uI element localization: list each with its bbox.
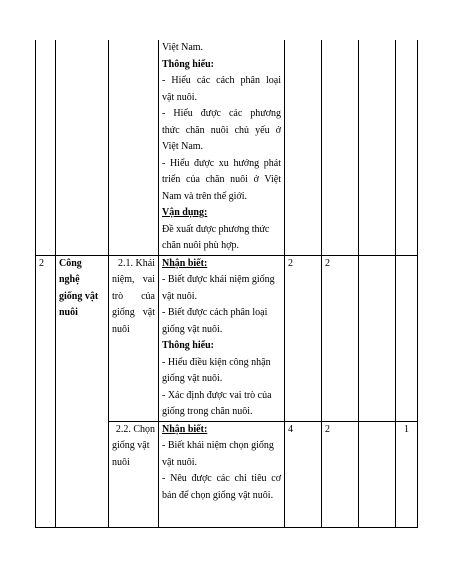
count-cell [359, 255, 396, 421]
count-cell: 2 [322, 421, 359, 527]
topic-cell [56, 40, 109, 255]
content-cell [159, 421, 285, 527]
unit-line: giống vật [112, 307, 155, 318]
content-cell [159, 40, 285, 255]
unit-line: nuôi [112, 323, 130, 335]
table-row-unit-2-1 [36, 255, 418, 421]
content-line: - Biết khái niệm chọn giống [162, 440, 274, 451]
content-line: - Biết được khái niệm giống [162, 274, 275, 285]
content-line: giống vật nuôi. [162, 373, 223, 384]
count-cell [285, 40, 322, 255]
content-line: - Hiểu các cách phân loại [162, 75, 281, 86]
unit-cell [109, 40, 159, 255]
content-line: giống trong chăn nuôi. [162, 406, 253, 417]
content-line: bản để chọn giống vật nuôi. [162, 489, 274, 501]
count-cell [396, 255, 418, 421]
stt-cell [36, 255, 56, 527]
content-line: - Nêu được các chỉ tiêu cơ [162, 473, 281, 484]
unit-line: niệm, vai [112, 274, 155, 285]
content-line: Việt Nam. [162, 141, 204, 152]
unit-line: giống vật [112, 440, 150, 451]
content-line: Đề xuất được phương thức [162, 223, 270, 235]
level-heading-application: Vận dụng: [162, 207, 208, 218]
content-line: Việt Nam. [162, 42, 204, 53]
stt-cell [36, 40, 56, 255]
count-cell: 4 [285, 421, 322, 527]
stt-number: 2 [39, 257, 44, 269]
unit-line: 2.1. Khái [118, 257, 155, 269]
content-line: Nam và trên thế giới. [162, 190, 247, 202]
content-line: vật nuôi. [162, 290, 197, 302]
specification-table [35, 40, 418, 528]
count-cell [359, 40, 396, 255]
content-line: thức chăn nuôi chủ yếu ở [162, 124, 281, 136]
topic-cell [56, 255, 109, 527]
count-cell [359, 421, 396, 527]
count-cell: 2 [285, 255, 322, 421]
content-line: triển của chăn nuôi ở Việt [162, 174, 281, 185]
content-line: - Hiểu được các phương [162, 108, 281, 119]
level-heading-recognition: Nhận biết: [162, 423, 208, 435]
content-line: chăn nuôi phù hợp. [162, 240, 239, 251]
content-line: - Xác định được vai trò của [162, 389, 272, 401]
table-row-continued [36, 40, 418, 255]
count-cell: 1 [396, 421, 418, 527]
unit-line: trò của [112, 290, 155, 302]
topic-line: nuôi [59, 307, 78, 318]
content-line: vật nuôi. [162, 456, 197, 468]
content-line: giống vật nuôi. [162, 323, 223, 335]
content-line: - Hiểu được xu hướng phát [162, 157, 281, 169]
level-heading-understanding: Thông hiểu: [162, 58, 214, 70]
count-cell [396, 40, 418, 255]
content-line: - Biết được cách phân loại [162, 307, 268, 318]
content-cell [159, 255, 285, 421]
content-line: - Hiểu điều kiện công nhận [162, 356, 271, 368]
topic-line: nghệ [59, 274, 80, 285]
count-cell [322, 40, 359, 255]
unit-cell [109, 255, 159, 421]
topic-line: giống vật [59, 290, 99, 302]
level-heading-understanding: Thông hiểu: [162, 340, 214, 351]
unit-cell [109, 421, 159, 527]
unit-line: nuôi [112, 456, 130, 468]
content-line: vật nuôi. [162, 91, 197, 103]
level-heading-recognition: Nhận biết: [162, 257, 208, 269]
unit-line: 2.2. Chọn [115, 423, 155, 435]
topic-line: Công [59, 257, 82, 269]
count-cell: 2 [322, 255, 359, 421]
